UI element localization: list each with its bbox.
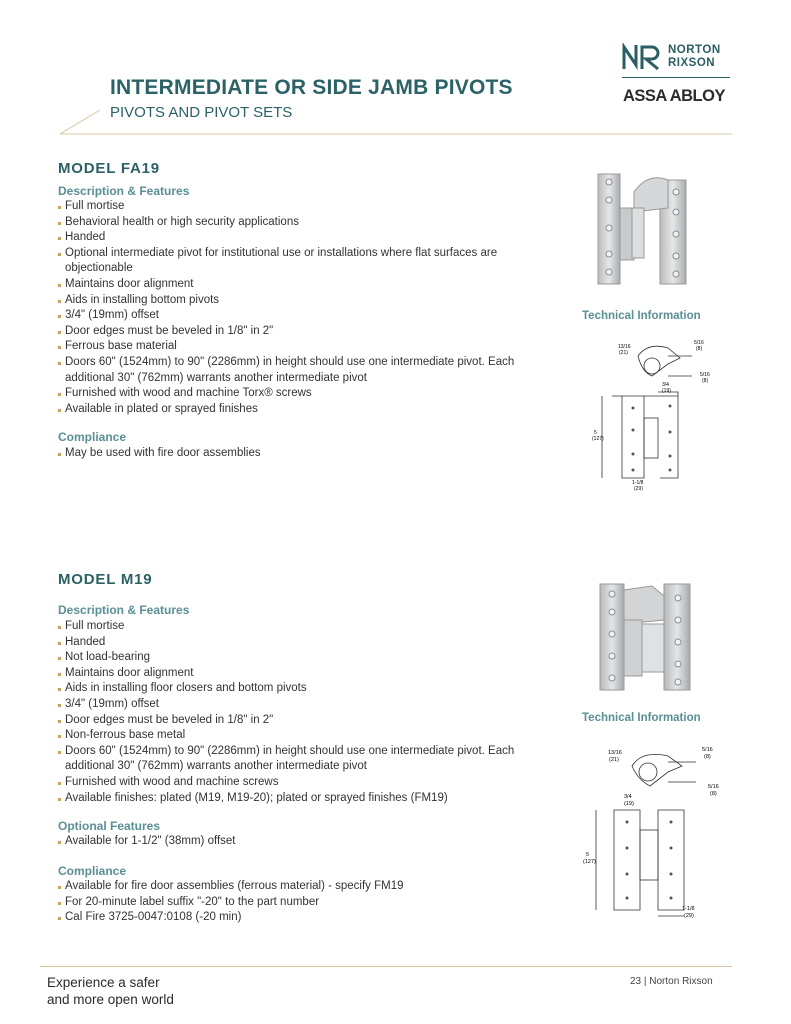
list-item: May be used with fire door assemblies — [58, 446, 550, 462]
fa19-tech-heading: Technical Information — [582, 310, 701, 322]
list-item: Door edges must be beveled in 1/8" in 2" — [58, 324, 550, 340]
list-item: Behavioral health or high security applications — [58, 215, 550, 231]
list-item: Available in plated or sprayed finishes — [58, 402, 550, 418]
m19-dim-d: 3/4 — [624, 794, 632, 800]
list-item: Furnished with wood and machine screws — [58, 775, 556, 791]
m19-optional-list — [58, 834, 556, 850]
list-item: 3/4" (19mm) offset — [58, 308, 550, 324]
fa19-dim-f: 1-1/8 — [632, 480, 644, 486]
fa19-dim-e: 5 — [594, 430, 597, 436]
m19-dim-a-mm: (21) — [609, 757, 619, 763]
m19-dim-a: 13/16 — [608, 750, 622, 756]
fa19-dim-c-mm: (8) — [702, 378, 709, 384]
page-number: 23 | Norton Rixson — [630, 976, 713, 987]
fa19-dim-c: 5/16 — [700, 372, 710, 378]
list-item: Aids in installing floor closers and bottom pivots — [58, 681, 556, 697]
m19-dim-e-mm: (127) — [583, 859, 596, 865]
logo-rule — [622, 77, 730, 78]
m19-desc-heading: Description & Features — [58, 603, 190, 617]
list-item: Aids in installing bottom pivots — [58, 293, 550, 309]
fa19-dim-e-mm: (127) — [592, 436, 604, 442]
footer-rule — [40, 966, 732, 967]
list-item: For 20-minute label suffix "-20" to the part number — [58, 895, 556, 911]
fa19-compliance-list — [58, 446, 550, 462]
fa19-tech-drawing — [582, 336, 722, 494]
list-item: Handed — [58, 230, 550, 246]
list-item: Available for 1-1/2" (38mm) offset — [58, 834, 556, 850]
brand-name-line2: RIXSON — [668, 57, 716, 69]
list-item: Handed — [58, 635, 556, 651]
footer-tagline — [47, 974, 174, 1008]
list-item: Available for fire door assemblies (ferrous material) - specify FM19 — [58, 879, 556, 895]
page-subtitle: PIVOTS AND PIVOT SETS — [110, 104, 293, 121]
m19-dim-e: 5 — [586, 852, 590, 858]
fa19-model-title: MODEL FA19 — [58, 160, 160, 177]
fa19-dim-b-mm: (8) — [696, 346, 703, 352]
fa19-dim-d: 3/4 — [662, 382, 669, 388]
fa19-compliance-heading: Compliance — [58, 430, 127, 444]
m19-model-title: MODEL M19 — [58, 571, 153, 588]
m19-compliance-list — [58, 879, 556, 926]
m19-dim-b: 5/16 — [702, 747, 713, 753]
fa19-dim-d-mm: (19) — [662, 388, 671, 394]
fa19-feature-list — [58, 199, 550, 417]
list-item: Door edges must be beveled in 1/8" in 2" — [58, 713, 556, 729]
list-item: Maintains door alignment — [58, 666, 556, 682]
fa19-dim-f-mm: (29) — [634, 486, 643, 492]
nr-logo-icon — [622, 43, 666, 71]
list-item: Non-ferrous base metal — [58, 728, 556, 744]
list-item: Not load-bearing — [58, 650, 556, 666]
brand-name-line1: NORTON — [668, 44, 721, 56]
m19-dim-f: 1-1/8 — [682, 906, 695, 912]
m19-feature-list — [58, 619, 556, 806]
list-item: Doors 60" (1524mm) to 90" (2286mm) in height should use one intermediate pivot. Each additional 30" (762mm) warrants another intermediate pivot — [58, 355, 550, 386]
list-item: Ferrous base material — [58, 339, 550, 355]
fa19-dim-a-mm: (21) — [619, 350, 628, 356]
m19-dim-c-mm: (8) — [710, 791, 717, 797]
m19-dim-b-mm: (8) — [704, 754, 711, 760]
m19-product-image — [594, 580, 698, 696]
fa19-dim-b: 5/16 — [694, 340, 704, 346]
tagline-line2: and more open world — [47, 992, 174, 1007]
list-item: Maintains door alignment — [58, 277, 550, 293]
m19-dim-c: 5/16 — [708, 784, 719, 790]
list-item: Doors 60" (1524mm) to 90" (2286mm) in height should use one intermediate pivot. Each additional 30" (762mm) warrants another intermediate pivot — [58, 744, 556, 775]
page-title: INTERMEDIATE OR SIDE JAMB PIVOTS — [110, 76, 513, 99]
m19-compliance-heading: Compliance — [58, 864, 127, 878]
assa-abloy-logo: ASSA ABLOY — [623, 87, 725, 105]
m19-dim-f-mm: (29) — [684, 913, 694, 919]
tagline-line1: Experience a safer — [47, 975, 160, 990]
fa19-product-image — [590, 168, 700, 290]
list-item: Furnished with wood and machine Torx® screws — [58, 386, 550, 402]
m19-optional-heading: Optional Features — [58, 819, 161, 833]
m19-dim-d-mm: (19) — [624, 801, 634, 807]
list-item: Full mortise — [58, 619, 556, 635]
m19-tech-heading: Technical Information — [582, 712, 701, 724]
fa19-desc-heading: Description & Features — [58, 184, 190, 198]
list-item: Available finishes: plated (M19, M19-20); plated or sprayed finishes (FM19) — [58, 791, 556, 807]
list-item: Full mortise — [58, 199, 550, 215]
m19-tech-drawing — [578, 740, 730, 922]
fa19-dim-a: 13/16 — [618, 344, 631, 350]
list-item: 3/4" (19mm) offset — [58, 697, 556, 713]
list-item: Cal Fire 3725-0047:0108 (-20 min) — [58, 910, 556, 926]
brand-logo — [620, 40, 740, 110]
list-item: Optional intermediate pivot for institutional use or installations where flat surfaces are objectionable — [58, 246, 550, 277]
